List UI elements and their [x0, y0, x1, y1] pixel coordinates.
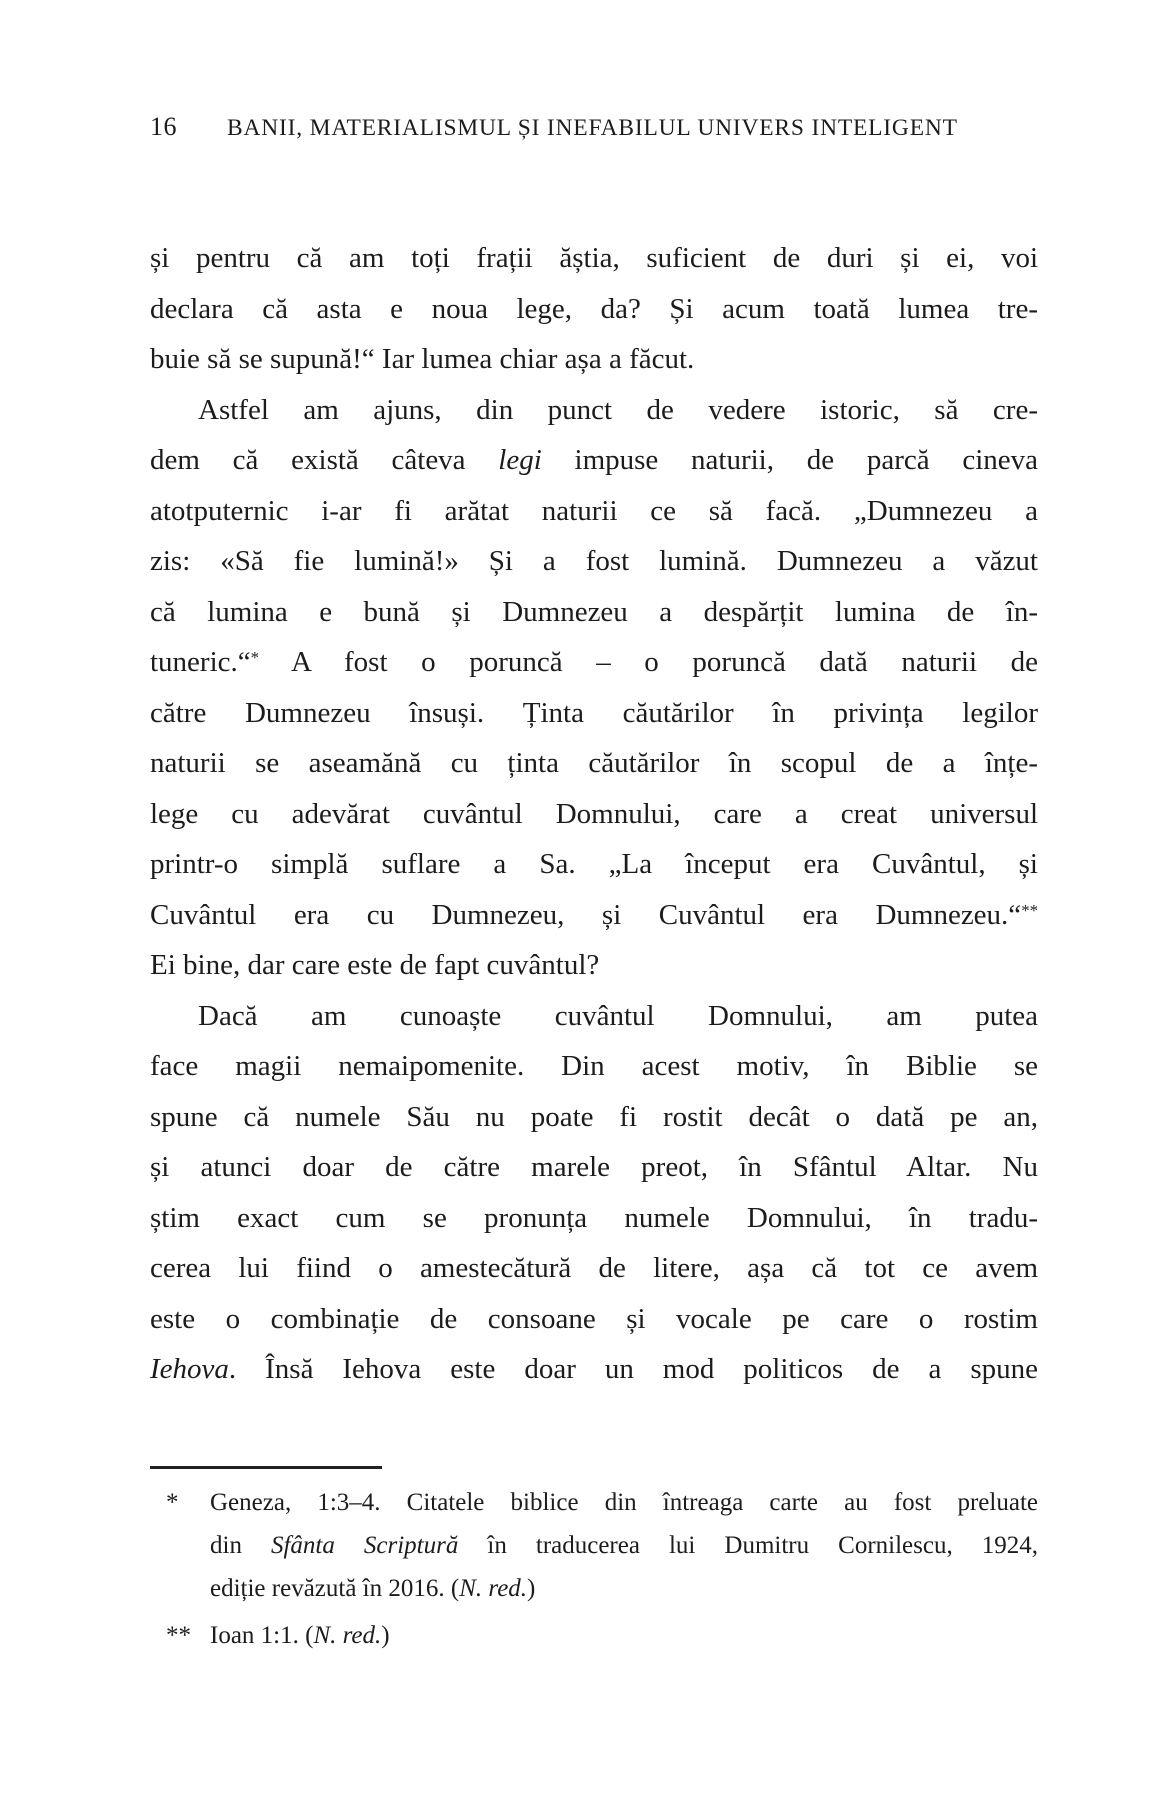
text-segment: A fost o poruncă – o poruncă dată naturii de	[259, 646, 1038, 678]
text-segment: )	[527, 1575, 536, 1602]
footnote	[150, 1481, 1038, 1610]
text-line	[150, 637, 1038, 688]
text-segment: lege cu adevărat cuvântul Domnului, care a creat universul	[150, 797, 1038, 830]
footnote-marker: *	[166, 1489, 179, 1516]
text-segment: știm exact cum se pronunța numele Domnului, în tradu-	[150, 1201, 1038, 1234]
text-segment: printr-o simplă suflare a Sa. „La început era Cuvântul, și	[150, 848, 1038, 880]
footnote-reference: **	[1021, 900, 1038, 920]
text-segment: și pentru că am toți frații ăștia, suficient de duri și ei, voi	[150, 242, 1038, 274]
text-segment: ediție revăzută în 2016. (	[210, 1575, 460, 1602]
text-segment: Geneza, 1:3–4. Citatele biblice din întreaga carte au fost preluate	[210, 1489, 1038, 1516]
text-line	[150, 1041, 1038, 1092]
text-line	[150, 839, 1038, 890]
text-line	[150, 1344, 1038, 1395]
text-segment: tuneric.“	[150, 646, 251, 678]
footnote-marker: **	[166, 1622, 191, 1649]
footnote-list	[150, 1481, 1038, 1657]
text-segment: cerea lui fiind o amestecătură de litere, așa că tot ce avem	[150, 1252, 1038, 1284]
text-segment: că lumina e bună și Dumnezeu a despărțit lumina de în-	[150, 595, 1038, 628]
text-line	[150, 536, 1038, 587]
footnote-rule	[150, 1466, 382, 1469]
text-line	[210, 1567, 1038, 1610]
text-line	[150, 688, 1038, 739]
text-segment: Ioan 1:1. (	[210, 1622, 314, 1649]
text-segment: Dacă am cunoaște cuvântul Domnului, am putea	[198, 999, 1038, 1032]
text-segment: în traducerea lui Dumitru Cornilescu, 1924,	[458, 1532, 1038, 1559]
text-segment: spune că numele Său nu poate fi rostit decât o dată pe an,	[150, 1100, 1038, 1133]
text-line	[150, 940, 1038, 991]
text-segment: dem că există câteva	[150, 444, 499, 476]
text-segment: din	[210, 1532, 271, 1559]
text-segment: )	[381, 1622, 390, 1649]
italic-text: Sfânta Scriptură	[270, 1532, 459, 1559]
text-line	[150, 738, 1038, 789]
body-text	[150, 233, 1038, 1395]
text-segment: impuse naturii, de parcă cineva	[541, 444, 1038, 476]
text-line	[150, 284, 1038, 335]
text-line	[150, 486, 1038, 537]
italic-text: legi	[498, 444, 542, 476]
page-number: 16	[150, 112, 177, 141]
text-line	[150, 1243, 1038, 1294]
page-header	[150, 112, 1038, 142]
text-line	[150, 435, 1038, 486]
text-line	[210, 1524, 1038, 1567]
italic-text: N. red.	[459, 1575, 528, 1602]
footnote	[150, 1614, 1038, 1657]
text-line	[150, 1294, 1038, 1345]
text-line	[150, 334, 1038, 385]
footnote-reference: *	[250, 648, 260, 668]
text-line	[150, 991, 1038, 1042]
text-line	[150, 587, 1038, 638]
text-line	[150, 890, 1038, 941]
text-segment: Cuvântul era cu Dumnezeu, și Cuvântul era Dumnezeu.“	[150, 898, 1022, 931]
text-line	[150, 233, 1038, 284]
text-segment: naturii se aseamănă cu ținta căutărilor în scopul de a înțe-	[150, 747, 1038, 779]
text-line	[150, 1092, 1038, 1143]
text-segment: către Dumnezeu însuși. Ținta căutărilor în privința legilor	[150, 696, 1038, 729]
text-segment: este o combinație de consoane și vocale pe care o rostim	[150, 1302, 1038, 1335]
text-segment: buie să se supună!“ Iar lumea chiar așa a făcut.	[150, 343, 695, 375]
text-line	[210, 1481, 1038, 1524]
text-segment: face magii nemaipomenite. Din acest motiv, în Biblie se	[150, 1050, 1038, 1082]
italic-text: Iehova	[150, 1353, 229, 1385]
italic-text: N. red.	[313, 1622, 382, 1649]
text-line	[150, 385, 1038, 436]
footnote-text	[210, 1614, 1038, 1657]
footnotes-section	[150, 1466, 1038, 1657]
text-segment: declara că asta e noua lege, da? Și acum toată lumea tre-	[150, 292, 1038, 325]
running-title: BANII, MATERIALISMUL ȘI INEFABILUL UNIVERS INTELIGENT	[227, 115, 958, 141]
text-line	[150, 789, 1038, 840]
text-segment: Astfel am ajuns, din punct de vedere istoric, să cre-	[198, 393, 1038, 426]
text-segment: zis: «Să fie lumină!» Și a fost lumină. Dumnezeu a văzut	[150, 545, 1038, 577]
text-segment: . Însă Iehova este doar un mod politicos de a spune	[228, 1353, 1038, 1385]
footnote-text	[210, 1481, 1038, 1610]
text-line	[150, 1193, 1038, 1244]
text-line	[150, 1142, 1038, 1193]
text-line	[210, 1614, 1038, 1657]
text-segment: atotputernic i-ar fi arătat naturii ce să facă. „Dumnezeu a	[150, 494, 1038, 527]
text-segment: și atunci doar de către marele preot, în Sfântul Altar. Nu	[150, 1151, 1038, 1183]
text-segment: Ei bine, dar care este de fapt cuvântul?	[150, 949, 600, 981]
